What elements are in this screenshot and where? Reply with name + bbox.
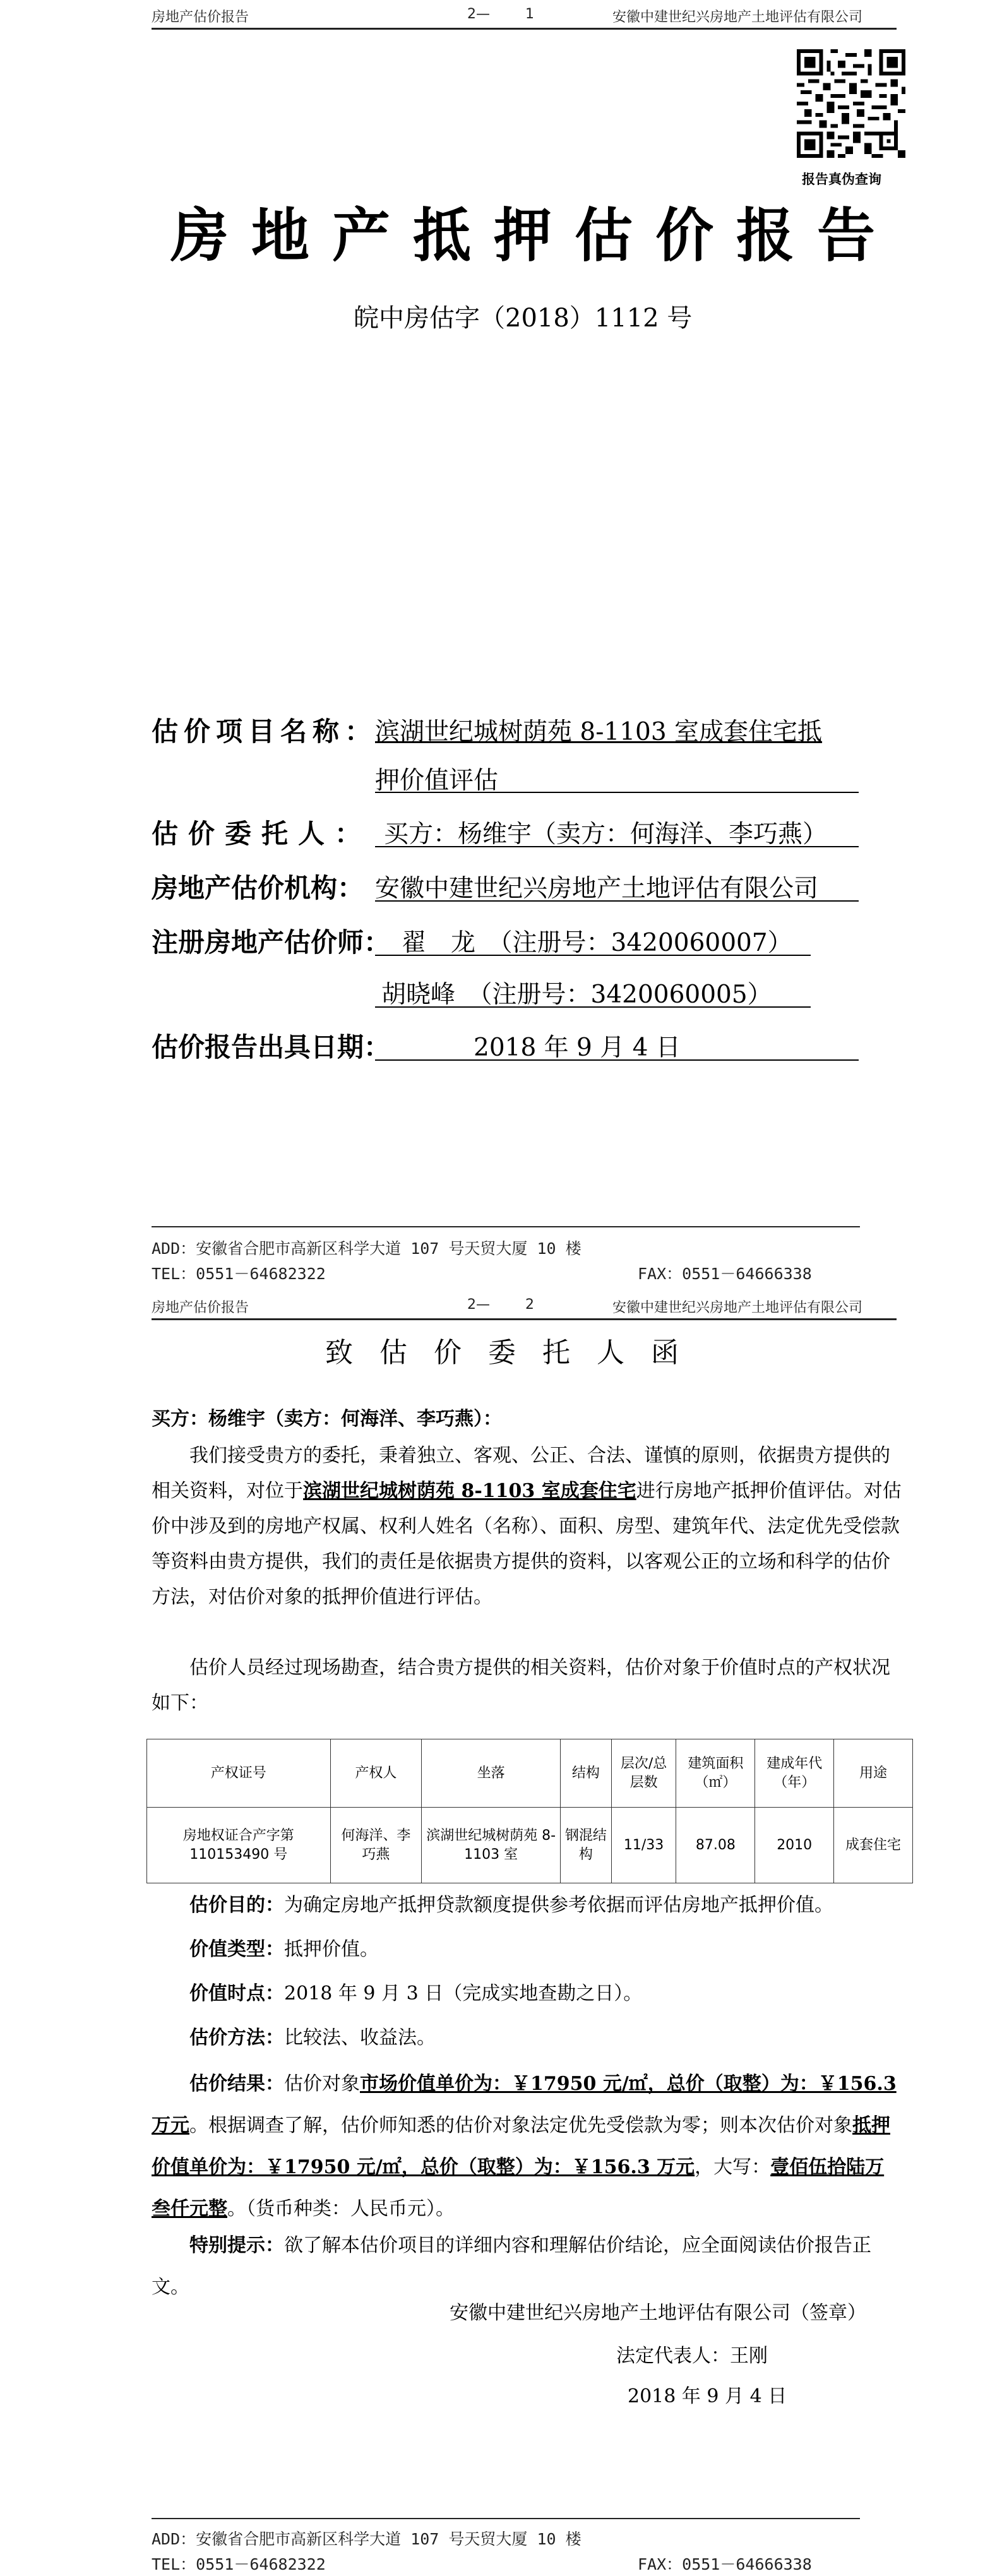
footer-rule xyxy=(152,1226,860,1227)
method-line: 估价方法：比较法、收益法。 xyxy=(189,2027,436,2049)
signature-date: 2018 年 9 月 4 日 xyxy=(628,2385,787,2407)
note-paragraph: 特别提示：欲了解本估价项目的详细内容和理解估价结论，应全面阅读估价报告正文。 xyxy=(152,2234,871,2298)
appraiser-2: 胡晓峰 （注册号：3420060005） xyxy=(381,981,772,1009)
table-header: 坐落 xyxy=(422,1739,561,1808)
time-line: 价值时点：2018 年 9 月 3 日（完成实地查勘之日）。 xyxy=(189,1983,643,2005)
client-value: 买方：杨维宇（卖方：何海洋、李巧燕） xyxy=(384,820,828,849)
table-header-row xyxy=(147,1739,913,1808)
table-header: 产权证号 xyxy=(147,1739,331,1808)
footer-address: ADD：安徽省合肥市高新区科学大道 107 号天贸大厦 10 楼 xyxy=(152,2530,582,2548)
paragraph-2: 估价人员经过现场勘查，结合贵方提供的相关资料，估价对象于价值时点的产权状况如下： xyxy=(152,1657,890,1714)
client-label: 估价委托人： xyxy=(152,818,372,849)
table-cell: 房地权证合产字第 110153490 号 xyxy=(147,1808,331,1883)
property-address: 滨湖世纪城树荫苑 8-1103 室成套住宅 xyxy=(303,1480,636,1502)
table-header: 建成年代（年） xyxy=(755,1739,834,1808)
header-page-number: 2— 1 xyxy=(467,6,534,22)
purpose-line: 估价目的：为确定房地产抵押贷款额度提供参考依据而评估房地产抵押价值。 xyxy=(189,1894,833,1916)
table-header: 产权人 xyxy=(330,1739,422,1808)
signature-representative: 法定代表人：王刚 xyxy=(616,2345,768,2367)
mortgage-value: 抵押价值单价为：￥17950 元/㎡，总价（取整）为：￥156.3 万元 xyxy=(152,2114,890,2178)
table-cell: 何海洋、李巧燕 xyxy=(330,1808,422,1883)
project-value-line1: 滨湖世纪城树荫苑 8-1103 室成套住宅抵 xyxy=(375,718,823,746)
market-value: 市场价值单价为：￥17950 元/㎡，总价（取整）为：￥156.3 万元 xyxy=(152,2073,897,2137)
qr-code-icon[interactable] xyxy=(797,49,905,158)
date-label: 估价报告出具日期： xyxy=(152,1032,391,1063)
client-underline xyxy=(375,846,859,847)
qr-caption: 报告真伪查询 xyxy=(802,172,881,187)
appraiser-1: 翟 龙 （注册号：3420060007） xyxy=(402,929,792,957)
table-cell: 成套住宅 xyxy=(834,1808,913,1883)
salutation: 买方：杨维宇（卖方：何海洋、李巧燕）： xyxy=(152,1408,502,1430)
header-left: 房地产估价报告 xyxy=(152,9,249,25)
footer-fax: FAX：0551－64666338 xyxy=(638,2555,812,2573)
header-rule xyxy=(152,1318,897,1320)
project-underline xyxy=(375,792,859,793)
appraiser-1-underline xyxy=(375,955,811,956)
footer-rule xyxy=(152,2518,860,2519)
result-paragraph: 估价结果：估价对象市场价值单价为：￥17950 元/㎡，总价（取整）为：￥156.3 万元。根据调查了解，估价师知悉的估价对象法定优先受偿款为零；则本次估价对象抵押价值单价为：￥17950 元/㎡，总价（取整）为：￥156.3 万元，大写：壹佰伍拾陆万叁仟元整。（货币种类：人民币元）。 xyxy=(152,2073,897,2220)
type-line: 价值类型：抵押价值。 xyxy=(189,1938,379,1960)
appraiser-label: 注册房地产估价师： xyxy=(152,927,391,958)
table-header: 用途 xyxy=(834,1739,913,1808)
footer-address: ADD：安徽省合肥市高新区科学大道 107 号天贸大厦 10 楼 xyxy=(152,1239,582,1258)
signature-company: 安徽中建世纪兴房地产土地评估有限公司（签章） xyxy=(450,2302,866,2324)
footer-tel: TEL：0551－64682322 xyxy=(152,2555,326,2573)
agency-label: 房地产估价机构： xyxy=(152,873,364,903)
table-cell: 滨湖世纪城树荫苑 8-1103 室 xyxy=(422,1808,561,1883)
table-cell: 钢混结构 xyxy=(561,1808,612,1883)
project-value-line2: 押价值评估 xyxy=(375,766,499,795)
date-underline xyxy=(375,1059,859,1061)
footer-tel: TEL：0551－64682322 xyxy=(152,1265,326,1283)
property-table xyxy=(146,1739,913,1883)
header-page-number: 2— 2 xyxy=(467,1297,534,1313)
letter-title: 致估价委托人函 xyxy=(325,1337,705,1369)
header-rule xyxy=(152,28,897,30)
report-number: 皖中房估字（2018）1112 号 xyxy=(354,304,693,333)
table-header: 层次/总层数 xyxy=(611,1739,676,1808)
header-right: 安徽中建世纪兴房地产土地评估有限公司 xyxy=(612,1300,863,1316)
agency-value: 安徽中建世纪兴房地产土地评估有限公司 xyxy=(375,874,819,903)
table-cell: 87.08 xyxy=(676,1808,755,1883)
footer-fax: FAX：0551－64666338 xyxy=(638,1265,812,1283)
table-cell: 2010 xyxy=(755,1808,834,1883)
agency-underline xyxy=(375,900,859,902)
table-header: 结构 xyxy=(561,1739,612,1808)
table-cell: 11/33 xyxy=(611,1808,676,1883)
header-left: 房地产估价报告 xyxy=(152,1300,249,1316)
project-label: 估价项目名称： xyxy=(152,716,378,747)
appraiser-2-underline xyxy=(375,1006,811,1008)
table-row xyxy=(147,1808,913,1883)
table-header: 建筑面积（㎡） xyxy=(676,1739,755,1808)
amount-in-words: 壹佰伍拾陆万叁仟元整 xyxy=(152,2156,885,2220)
header-right: 安徽中建世纪兴房地产土地评估有限公司 xyxy=(612,9,863,25)
report-title: 房地产抵押估价报告 xyxy=(170,201,898,270)
paragraph-1: 我们接受贵方的委托，秉着独立、客观、公正、合法、谨慎的原则，依据贵方提供的相关资料，对位于滨湖世纪城树荫苑 8-1103 室成套住宅进行房地产抵押价值评估。对估价中涉及到的房地产权属、权利人姓名（名称）、面积、房型、建筑年代、法定优先受偿款等资料由贵方提供，我们的责任是依据贵方提供的资料，以客观公正的立场和科学的估价方法，对估价对象的抵押价值进行评估。 xyxy=(152,1445,902,1608)
date-value: 2018 年 9 月 4 日 xyxy=(474,1034,681,1062)
